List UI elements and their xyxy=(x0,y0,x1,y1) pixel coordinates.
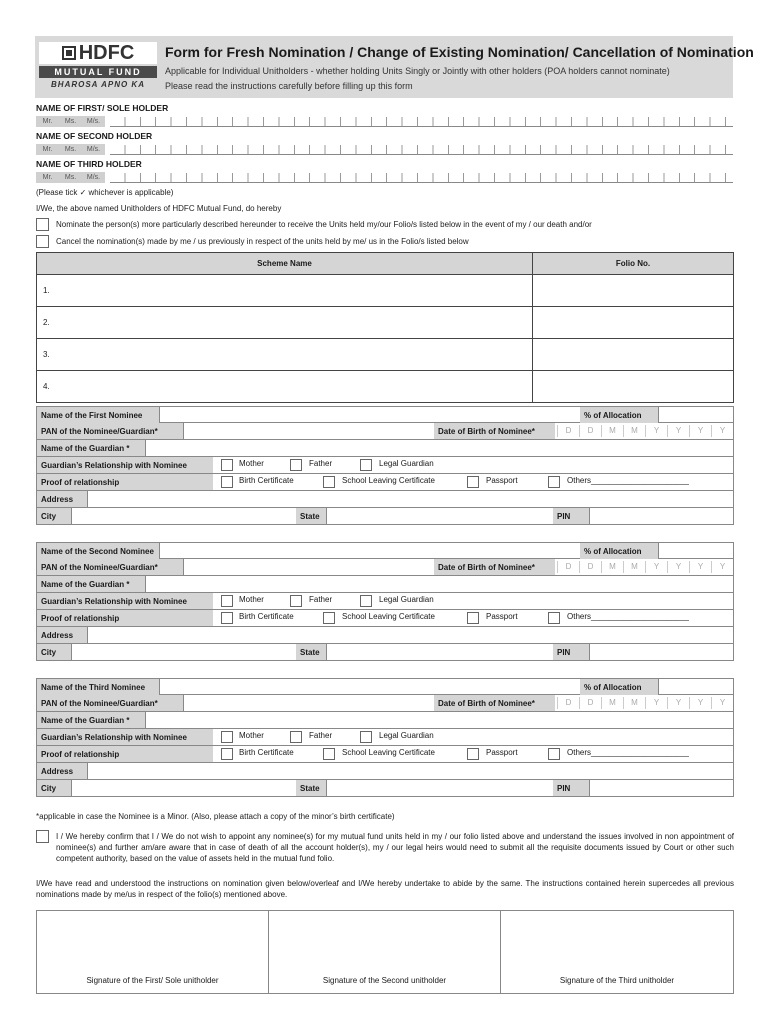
dob-slot[interactable]: Y xyxy=(645,561,667,573)
folio-cell[interactable] xyxy=(533,371,734,403)
school-leaving-label: School Leaving Certificate xyxy=(342,476,435,485)
allocation-label: % of Allocation xyxy=(580,407,658,423)
mother-label: Mother xyxy=(239,459,264,468)
others-checkbox[interactable] xyxy=(548,748,560,760)
proof-row xyxy=(36,474,734,491)
salutation-ms[interactable]: Ms. xyxy=(64,146,77,153)
state-label: State xyxy=(296,508,326,524)
proof-row xyxy=(36,610,734,627)
father-label: Father xyxy=(309,595,333,604)
father-label: Father xyxy=(309,459,333,468)
father-checkbox[interactable] xyxy=(290,595,302,607)
nominee-name-label: Name of the First Nominee xyxy=(37,407,159,423)
salutation-ms-firm[interactable]: M/s. xyxy=(86,174,101,181)
address-field[interactable] xyxy=(88,491,733,507)
pin-field[interactable] xyxy=(590,644,733,660)
salutation-mr[interactable]: Mr. xyxy=(42,118,53,125)
salutation-ms-firm[interactable]: M/s. xyxy=(86,118,101,125)
salutation-ms[interactable]: Ms. xyxy=(64,118,77,125)
birth-certificate-checkbox[interactable] xyxy=(221,612,233,624)
signature-third-holder[interactable] xyxy=(500,910,734,994)
relationship-label: Guardian’s Relationship with Nominee xyxy=(37,457,213,473)
school-leaving-checkbox[interactable] xyxy=(323,476,335,488)
nominate-checkbox[interactable] xyxy=(36,218,49,231)
second-holder-name-field[interactable] xyxy=(110,145,733,155)
proof-label: Proof of relationship xyxy=(37,746,213,762)
proof-label: Proof of relationship xyxy=(37,474,213,490)
logo-word: HDFC xyxy=(78,41,135,64)
school-leaving-label: School Leaving Certificate xyxy=(342,748,435,757)
birth-certificate-checkbox[interactable] xyxy=(221,476,233,488)
dob-slot[interactable]: D xyxy=(579,425,601,437)
pan-field[interactable] xyxy=(184,559,434,575)
legal-guardian-checkbox[interactable] xyxy=(360,459,372,471)
mother-checkbox[interactable] xyxy=(221,459,233,471)
third-holder-salutation[interactable] xyxy=(36,172,105,183)
dob-slot[interactable]: M xyxy=(601,561,623,573)
tick-note: (Please tick ✓ whichever is applicable) xyxy=(36,188,174,197)
folio-cell[interactable] xyxy=(533,339,734,371)
dob-slot[interactable]: M xyxy=(601,697,623,709)
passport-checkbox[interactable] xyxy=(467,748,479,760)
opt-out-checkbox[interactable] xyxy=(36,830,49,843)
relationship-row xyxy=(36,729,734,746)
state-field[interactable] xyxy=(327,508,553,524)
dob-slot[interactable]: Y xyxy=(667,561,689,573)
school-leaving-checkbox[interactable] xyxy=(323,748,335,760)
dob-slot[interactable]: Y xyxy=(689,425,711,437)
nominee-name-field[interactable] xyxy=(160,543,580,559)
legal-guardian-checkbox[interactable] xyxy=(360,731,372,743)
guardian-name-row xyxy=(36,440,734,457)
allocation-field[interactable] xyxy=(659,679,733,695)
scheme-row[interactable]: 1. xyxy=(37,275,533,307)
form-instruction: Please read the instructions carefully before filling up this form xyxy=(165,81,413,91)
birth-certificate-label: Birth Certificate xyxy=(239,476,294,485)
passport-checkbox[interactable] xyxy=(467,612,479,624)
address-label: Address xyxy=(37,763,87,779)
others-checkbox[interactable] xyxy=(548,476,560,488)
dob-slot[interactable]: Y xyxy=(711,561,733,573)
city-field[interactable] xyxy=(72,644,296,660)
form-subtitle: Applicable for Individual Unitholders - whether holding Units Singly or Jointly with other holders (POA holders cannot nominate) xyxy=(165,66,670,76)
salutation-ms-firm[interactable]: M/s. xyxy=(86,146,101,153)
dob-slot[interactable]: M xyxy=(623,697,645,709)
logo-tagline: BHAROSA APNO KA xyxy=(51,80,145,89)
scheme-row[interactable]: 2. xyxy=(37,307,533,339)
relationship-label: Guardian’s Relationship with Nominee xyxy=(37,729,213,745)
dob-slot[interactable]: D xyxy=(557,425,579,437)
pan-label: PAN of the Nominee/Guardian* xyxy=(37,559,183,575)
state-label: State xyxy=(296,644,326,660)
city-row xyxy=(36,644,734,661)
city-label: City xyxy=(37,508,71,524)
birth-certificate-label: Birth Certificate xyxy=(239,748,294,757)
city-field[interactable] xyxy=(72,780,296,796)
second-holder-label: NAME OF SECOND HOLDER xyxy=(36,131,153,141)
second-holder-salutation[interactable] xyxy=(36,144,105,155)
pan-label: PAN of the Nominee/Guardian* xyxy=(37,695,183,711)
relationship-row xyxy=(36,593,734,610)
pin-field[interactable] xyxy=(590,780,733,796)
dob-slot[interactable]: D xyxy=(557,561,579,573)
school-leaving-label: School Leaving Certificate xyxy=(342,612,435,621)
dob-slot[interactable]: Y xyxy=(645,425,667,437)
signature-label: Signature of the Third unitholder xyxy=(559,976,675,985)
allocation-field[interactable] xyxy=(659,407,733,423)
nominee-name-field[interactable] xyxy=(160,407,580,423)
proof-label: Proof of relationship xyxy=(37,610,213,626)
mother-checkbox[interactable] xyxy=(221,595,233,607)
city-label: City xyxy=(37,780,71,796)
school-leaving-checkbox[interactable] xyxy=(323,612,335,624)
declaration-intro: I/We, the above named Unitholders of HDFC Mutual Fund, do hereby xyxy=(36,204,282,213)
relationship-row xyxy=(36,457,734,474)
pan-field[interactable] xyxy=(184,695,434,711)
nominate-option-label: Nominate the person(s) more particularly described hereunder to receive the Units held my/our Folio/s listed below in the event of my / our death and/or xyxy=(56,220,592,229)
others-field[interactable]: Others______________________ xyxy=(567,612,689,621)
others-checkbox[interactable] xyxy=(548,612,560,624)
legal-guardian-label: Legal Guardian xyxy=(379,731,434,740)
allocation-label: % of Allocation xyxy=(580,543,658,559)
undertaking-text: I/We have read and understood the instructions on nomination given below/overleaf and I/We hereby undertake to abide by the same. The instructions contained herein supercedes all previous nominations made by me/us in respect of the folio(s) mentioned above. xyxy=(36,879,734,899)
guardian-name-label: Name of the Guardian * xyxy=(37,576,145,592)
city-row xyxy=(36,780,734,797)
guardian-name-label: Name of the Guardian * xyxy=(37,712,145,728)
folio-cell[interactable] xyxy=(533,275,734,307)
father-checkbox[interactable] xyxy=(290,731,302,743)
opt-out-declaration: I / We hereby confirm that I / We do not wish to appoint any nominee(s) for my mutual fund units held in my / our folio listed above and understand the issues involved in non appointment of nominee(s) and further am/are aware that in case of death of all the account holder(s), my / our legal heirs would need to submit all the requisite documents issued by Court or other such competent authority, based on the value of assets held in the mutual fund folio. xyxy=(56,832,734,863)
pan-row xyxy=(36,695,734,712)
guardian-name-row xyxy=(36,712,734,729)
dob-slot[interactable]: Y xyxy=(667,425,689,437)
dob-slot[interactable]: D xyxy=(557,697,579,709)
folio-cell[interactable] xyxy=(533,307,734,339)
dob-slot[interactable]: M xyxy=(623,425,645,437)
proof-row xyxy=(36,746,734,763)
state-field[interactable] xyxy=(327,780,553,796)
others-field[interactable]: Others______________________ xyxy=(567,748,689,757)
form-header xyxy=(35,36,754,98)
dob-label: Date of Birth of Nominee* xyxy=(434,559,555,575)
nominee-name-label: Name of the Second Nominee xyxy=(37,543,159,559)
dob-field[interactable] xyxy=(557,697,733,709)
dob-slot[interactable]: Y xyxy=(711,697,733,709)
city-label: City xyxy=(37,644,71,660)
third-holder-name-field[interactable] xyxy=(110,173,733,183)
pin-field[interactable] xyxy=(590,508,733,524)
legal-guardian-label: Legal Guardian xyxy=(379,459,434,468)
dob-label: Date of Birth of Nominee* xyxy=(434,423,555,439)
guardian-name-row xyxy=(36,576,734,593)
address-field[interactable] xyxy=(88,763,733,779)
signature-first-holder[interactable] xyxy=(36,910,269,994)
passport-label: Passport xyxy=(486,476,518,485)
pan-row xyxy=(36,423,734,440)
mother-label: Mother xyxy=(239,731,264,740)
passport-label: Passport xyxy=(486,748,518,757)
first-holder-name-field[interactable] xyxy=(110,117,733,127)
pan-field[interactable] xyxy=(184,423,434,439)
city-field[interactable] xyxy=(72,508,296,524)
nominee-name-label: Name of the Third Nominee xyxy=(37,679,159,695)
dob-slot[interactable]: D xyxy=(579,561,601,573)
signature-second-holder[interactable] xyxy=(268,910,501,994)
scheme-row[interactable]: 4. xyxy=(37,371,533,403)
address-field[interactable] xyxy=(88,627,733,643)
dob-slot[interactable]: D xyxy=(579,697,601,709)
legal-guardian-label: Legal Guardian xyxy=(379,595,434,604)
address-label: Address xyxy=(37,627,87,643)
dob-slot[interactable]: Y xyxy=(689,561,711,573)
nominee-name-row xyxy=(36,678,734,695)
signature-label: Signature of the Second unitholder xyxy=(322,976,447,985)
address-label: Address xyxy=(37,491,87,507)
dob-slot[interactable]: M xyxy=(601,425,623,437)
father-label: Father xyxy=(309,731,333,740)
pin-label: PIN xyxy=(553,780,589,796)
allocation-field[interactable] xyxy=(659,543,733,559)
hdfc-logo xyxy=(39,42,157,92)
salutation-mr[interactable]: Mr. xyxy=(42,146,53,153)
mother-checkbox[interactable] xyxy=(221,731,233,743)
city-row xyxy=(36,508,734,525)
address-row xyxy=(36,763,734,780)
scheme-name-header: Scheme Name xyxy=(37,253,533,275)
nominee-name-row xyxy=(36,542,734,559)
salutation-ms[interactable]: Ms. xyxy=(64,174,77,181)
address-row xyxy=(36,491,734,508)
dob-field[interactable] xyxy=(557,561,733,573)
dob-slot[interactable]: Y xyxy=(711,425,733,437)
pan-row xyxy=(36,559,734,576)
guardian-name-field[interactable] xyxy=(146,440,732,456)
dob-slot[interactable]: M xyxy=(623,561,645,573)
pin-label: PIN xyxy=(553,644,589,660)
salutation-mr[interactable]: Mr. xyxy=(42,174,53,181)
others-field[interactable]: Others______________________ xyxy=(567,476,689,485)
dob-slot[interactable]: Y xyxy=(645,697,667,709)
birth-certificate-label: Birth Certificate xyxy=(239,612,294,621)
birth-certificate-checkbox[interactable] xyxy=(221,748,233,760)
pin-label: PIN xyxy=(553,508,589,524)
third-holder-label: NAME OF THIRD HOLDER xyxy=(36,159,142,169)
scheme-row[interactable]: 3. xyxy=(37,339,533,371)
scheme-table xyxy=(36,252,734,403)
dob-field[interactable] xyxy=(557,425,733,437)
father-checkbox[interactable] xyxy=(290,459,302,471)
passport-checkbox[interactable] xyxy=(467,476,479,488)
guardian-name-label: Name of the Guardian * xyxy=(37,440,145,456)
cancel-option-label: Cancel the nomination(s) made by me / us previously in respect of the units held by me/ us in the Folio/s listed below xyxy=(56,237,469,246)
address-row xyxy=(36,627,734,644)
mother-label: Mother xyxy=(239,595,264,604)
legal-guardian-checkbox[interactable] xyxy=(360,595,372,607)
dob-slot[interactable]: Y xyxy=(689,697,711,709)
nominee-name-row xyxy=(36,406,734,423)
pan-label: PAN of the Nominee/Guardian* xyxy=(37,423,183,439)
minor-note: *applicable in case the Nominee is a Minor. (Also, please attach a copy of the minor’s birth certificate) xyxy=(36,812,395,821)
relationship-label: Guardian’s Relationship with Nominee xyxy=(37,593,213,609)
logo-mark-icon xyxy=(62,46,76,60)
nominee-name-field[interactable] xyxy=(160,679,580,695)
form-title: Form for Fresh Nomination / Change of Existing Nomination/ Cancellation of Nomination xyxy=(165,44,754,60)
dob-slot[interactable]: Y xyxy=(667,697,689,709)
cancel-checkbox[interactable] xyxy=(36,235,49,248)
state-field[interactable] xyxy=(327,644,553,660)
guardian-name-field[interactable] xyxy=(146,712,732,728)
first-holder-salutation[interactable] xyxy=(36,116,105,127)
signature-label: Signature of the First/ Sole unitholder xyxy=(86,976,219,985)
allocation-label: % of Allocation xyxy=(580,679,658,695)
folio-no-header: Folio No. xyxy=(533,253,734,275)
logo-band: MUTUAL FUND xyxy=(39,66,157,78)
passport-label: Passport xyxy=(486,612,518,621)
first-holder-label: NAME OF FIRST/ SOLE HOLDER xyxy=(36,103,169,113)
dob-label: Date of Birth of Nominee* xyxy=(434,695,555,711)
guardian-name-field[interactable] xyxy=(146,576,732,592)
state-label: State xyxy=(296,780,326,796)
